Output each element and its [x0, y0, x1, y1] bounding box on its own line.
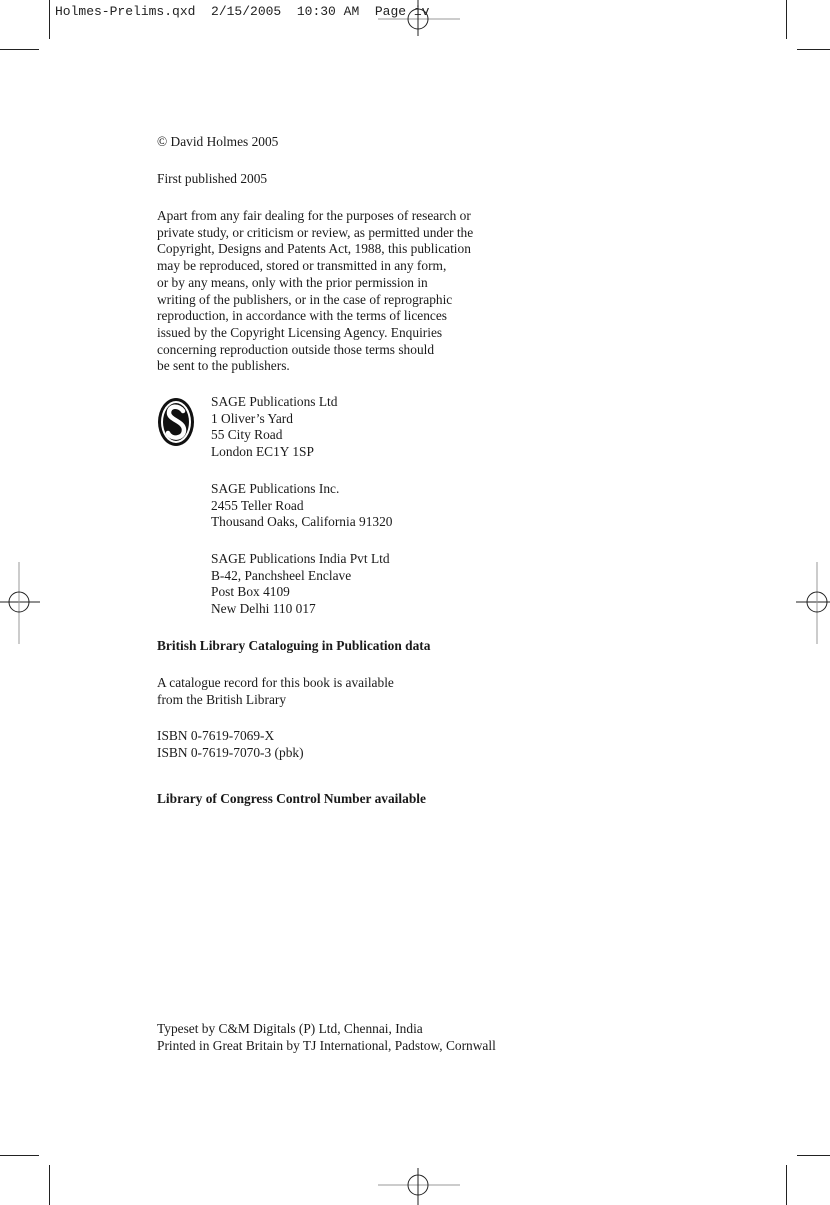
isbn-block [157, 728, 304, 761]
rights-line: Apart from any fair dealing for the purposes of research or [157, 208, 471, 223]
crop-mark-bottom-left-v [49, 1165, 50, 1205]
rights-line: concerning reproduction outside those terms should [157, 341, 435, 357]
credits-block [157, 1021, 496, 1054]
rights-line: be sent to the publishers. [157, 358, 290, 374]
address-line: Post Box 4109 [211, 584, 290, 600]
address-line: SAGE Publications India Pvt Ltd [211, 551, 390, 566]
crop-mark-bottom-right-v [786, 1165, 787, 1205]
first-published-line: First published 2005 [157, 171, 268, 186]
loc-heading: Library of Congress Control Number available [157, 791, 426, 806]
address-line: 2455 Teller Road [211, 497, 304, 513]
address-line: Thousand Oaks, California 91320 [211, 514, 393, 530]
isbn-line: ISBN 0-7619-7070-3 (pbk) [157, 744, 304, 760]
copyright-line: © David Holmes 2005 [157, 134, 279, 149]
address-sage-india [211, 551, 390, 618]
crop-mark-top-left-v [49, 0, 50, 39]
bl-cataloguing-heading: British Library Cataloguing in Publication data [157, 638, 431, 653]
rights-line: private study, or criticism or review, as permitted under the [157, 224, 474, 240]
bl-cataloguing-text [157, 675, 394, 708]
credit-line: Printed in Great Britain by TJ International, Padstow, Cornwall [157, 1037, 496, 1053]
registration-mark-left [0, 562, 40, 644]
rights-line: may be reproduced, stored or transmitted in any form, [157, 258, 447, 274]
address-sage-uk [211, 394, 337, 461]
sage-s-logo-icon [157, 397, 195, 447]
credit-line: Typeset by C&M Digitals (P) Ltd, Chennai, India [157, 1021, 423, 1036]
bl-text-line: from the British Library [157, 691, 287, 707]
crop-mark-bottom-right-h [797, 1155, 830, 1156]
rights-line: Copyright, Designs and Patents Act, 1988, this publication [157, 241, 471, 257]
crop-mark-top-left-h [0, 49, 39, 50]
bl-text-line: A catalogue record for this book is available [157, 675, 394, 690]
rights-line: writing of the publishers, or in the case of reprographic [157, 291, 453, 307]
rights-line: or by any means, only with the prior permission in [157, 274, 428, 290]
rights-line: reproduction, in accordance with the terms of licences [157, 308, 448, 324]
registration-mark-right [796, 562, 830, 644]
rights-line: issued by the Copyright Licensing Agency. Enquiries [157, 324, 443, 340]
address-line: 1 Oliver’s Yard [211, 410, 293, 426]
address-line: New Delhi 110 017 [211, 601, 316, 617]
crop-mark-top-right-v [786, 0, 787, 39]
address-line: SAGE Publications Inc. [211, 481, 340, 496]
rights-paragraph [157, 208, 473, 375]
crop-mark-bottom-left-h [0, 1155, 39, 1156]
address-sage-us [211, 481, 393, 531]
slug-line: Holmes-Prelims.qxd 2/15/2005 10:30 AM Page iv [55, 4, 430, 19]
crop-mark-top-right-h [797, 49, 830, 50]
registration-mark-bottom [378, 1168, 460, 1205]
registration-mark-top [378, 0, 460, 36]
address-line: London EC1Y 1SP [211, 444, 314, 460]
address-line: SAGE Publications Ltd [211, 394, 338, 409]
address-line: 55 City Road [211, 427, 283, 443]
address-line: B-42, Panchsheel Enclave [211, 567, 352, 583]
isbn-line: ISBN 0-7619-7069-X [157, 728, 275, 743]
